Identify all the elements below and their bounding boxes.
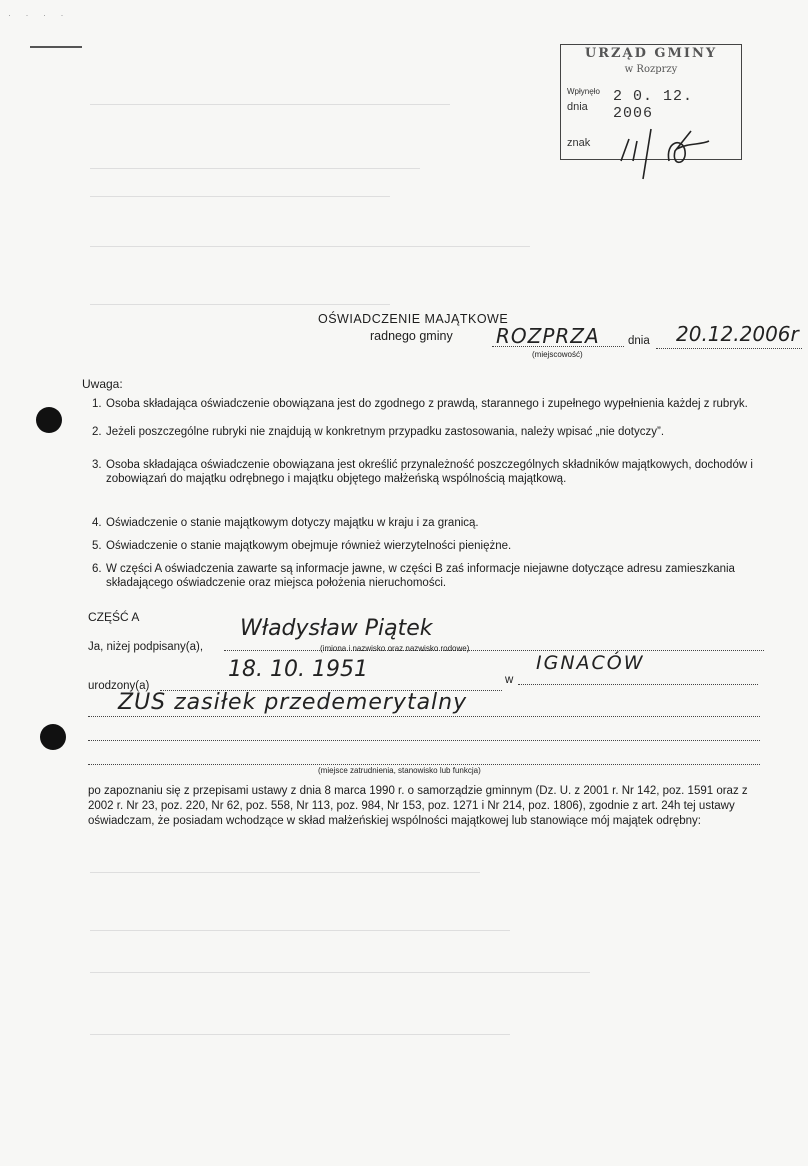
punch-hole — [40, 724, 66, 750]
municipality-value: ROZPRZA — [496, 324, 600, 348]
uwaga-item-number: 1. — [92, 398, 102, 410]
place-caption: (miejscowość) — [532, 350, 583, 359]
uwaga-item-number: 2. — [92, 426, 102, 438]
bleed-through-line — [90, 304, 390, 305]
uwaga-item — [92, 458, 764, 486]
uwaga-heading: Uwaga: — [82, 377, 123, 391]
uwaga-item-number: 5. — [92, 540, 102, 552]
bleed-through-line — [90, 972, 590, 973]
employment-dotted-line — [88, 740, 760, 741]
form-subtitle: radnego gminy — [370, 329, 453, 343]
part-a-heading: CZĘŚĆ A — [88, 610, 140, 624]
stamp-day-label: dnia — [567, 101, 588, 113]
employment-dotted-line — [88, 716, 760, 717]
date-value: 20.12.2006r — [676, 322, 799, 346]
uwaga-item — [92, 397, 764, 411]
employment-caption: (miejsce zatrudnienia, stanowisko lub funkcja) — [318, 766, 481, 775]
in-label: w — [505, 674, 514, 686]
birth-place: IGNACÓW — [536, 652, 645, 674]
birth-date: 18. 10. 1951 — [228, 657, 368, 682]
uwaga-item — [92, 539, 764, 553]
date-dotted-line — [656, 348, 802, 349]
employment-value: ZUS zasiłek przedemerytalny — [118, 690, 468, 715]
bleed-through-line — [90, 1034, 510, 1035]
bleed-through-line — [90, 168, 420, 169]
uwaga-item — [92, 562, 764, 590]
date-label: dnia — [628, 335, 650, 347]
uwaga-item-number: 3. — [92, 459, 102, 471]
bleed-through-line — [90, 872, 480, 873]
form-title: OŚWIADCZENIE MAJĄTKOWE — [318, 312, 509, 326]
uwaga-item-number: 4. — [92, 517, 102, 529]
name-caption: (imiona i nazwisko oraz nazwisko rodowe) — [320, 644, 470, 653]
punch-hole — [36, 407, 62, 433]
stamp-ref-label: znak — [567, 137, 591, 149]
uwaga-item-text: Oświadczenie o stanie majątkowym obejmuje również wierzytelności pieniężne. — [106, 540, 512, 552]
bleed-through-line — [90, 196, 390, 197]
stamp-ref-handwriting — [591, 121, 741, 181]
bleed-through-line — [90, 246, 530, 247]
stamp-office: URZĄD GMINY — [584, 46, 718, 61]
uwaga-item-text: Oświadczenie o stanie majątkowym dotyczy majątku w kraju i za granicą. — [106, 517, 479, 529]
stamp-date: 2 0. 12. 2006 — [613, 88, 694, 122]
uwaga-item-text: Osoba składająca oświadczenie obowiązana jest do zgodnego z prawdą, starannego i zupełnego wypełnienia każdej z rubryk. — [106, 398, 748, 410]
bleed-through-line — [90, 930, 510, 931]
signed-label: Ja, niżej podpisany(a), — [88, 641, 204, 653]
name-dotted-line — [224, 650, 764, 651]
uwaga-item — [92, 516, 764, 530]
signatory-name: Władysław Piątek — [240, 616, 433, 641]
uwaga-item-text: Osoba składająca oświadczenie obowiązana jest określić przynależność poszczególnych składników majątkowych, dochodów i zobowiązań do majątku odrębnego i majątku objętego małżeńską wspólnością majątkową. — [106, 459, 753, 485]
employment-dotted-line — [88, 764, 760, 765]
stamp-header — [561, 45, 741, 85]
birth-place-dotted-line — [518, 684, 758, 685]
born-label: urodzony(a) — [88, 680, 150, 692]
bleed-through-line — [90, 104, 450, 105]
registry-stamp — [560, 44, 742, 160]
declaration-paragraph: po zapoznaniu się z przepisami ustawy z dnia 8 marca 1990 r. o samorządzie gminnym (Dz. U. z 2001 r. Nr 142, poz. 1591 oraz z 2002 r. Nr 23, poz. 220, Nr 62, poz. 558, Nr 113, poz. 984, Nr 153, poz. 1271 i Nr 214, poz. 1806), zgodnie z art. 24h tej ustawy oświadczam, że posiadam wchodzące w skład małżeńskiej wspólności majątkowej lub stanowiące mój majątek odrębny: — [88, 785, 748, 827]
municipality-dotted-line — [492, 346, 624, 347]
uwaga-item — [92, 425, 764, 439]
scan-specks: · · · · — [8, 10, 70, 20]
stamp-received-label: Wpłynęło — [567, 87, 600, 96]
stamp-place: w Rozprzy — [624, 64, 678, 75]
scan-mark — [30, 46, 82, 48]
uwaga-item-text: Jeżeli poszczególne rubryki nie znajdują w konkretnym przypadku zastosowania, należy wpisać „nie dotyczy”. — [106, 426, 665, 438]
uwaga-item-number: 6. — [92, 563, 102, 575]
uwaga-item-text: W części A oświadczenia zawarte są informacje jawne, w części B zaś informacje niejawne dotyczące adresu zamieszkania składającego oświadczenie oraz miejsca położenia nieruchomości. — [106, 563, 735, 589]
